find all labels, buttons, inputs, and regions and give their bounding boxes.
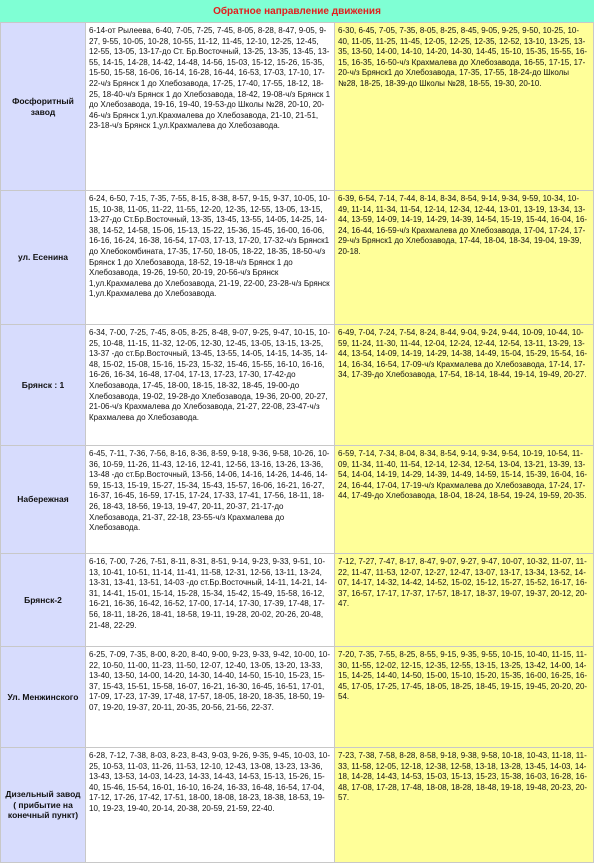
stop-name: Брянск-2: [1, 554, 86, 647]
weekday-times: 6-24, 6-50, 7-15, 7-35, 7-55, 8-15, 8-38, 8-57, 9-15, 9-37, 10-05, 10-15, 10-38, 11-05, 11-22, 11-55, 12-20, 12-35, 12-55, 13-05, 13-15, 13-27-до Ст.Бр.Восточный, 13-35, 13-45, 13-55, 14-05, 14-25, 14-38, 14-52, 14-58, 15-06, 15-13, 15-22, 15-36, 15-45, 16-00, 16-06, 16-16, 16-24, 16-38, 16-54, 17-03, 17-13, 17-20, 17-32-ч/з Брянск1 до Хлебокомбината, 17-35, 17-50, 18-05, 18-22, 18-35, 18-50-ч/з Брянск 1 до Хлебозавода, 18-52, 19-18-ч/з Брянск 1 до Хлебозавода, 19-26, 19-50, 20-19, 20-56-ч/з Брянск 1,ул.Крахмалева до Хлебозавода, 21-19, 22-00, 23-28-ч/з Брянск 1,ул.Крахмалева до Хлебозавода.: [86, 191, 335, 325]
weekday-times: 6-28, 7-12, 7-38, 8-03, 8-23, 8-43, 9-03, 9-26, 9-35, 9-45, 10-03, 10-25, 10-53, 11-03, 11-26, 11-53, 12-10, 12-43, 13-08, 13-23, 13-36, 13-43, 13-53, 14-03, 14-23, 14-33, 14-43, 14-53, 15-13, 15-26, 15-40, 15-46, 15-54, 16-01, 16-10, 16-24, 16-33, 16-48, 16-54, 17-04, 17-12, 17-26, 17-42, 17-51, 18-00, 18-08, 18-23, 18-38, 18-53, 19-10, 19-23, 19-40, 20-14, 20-38, 20-59, 21-59, 22-40.: [86, 748, 335, 863]
weekend-times: 7-23, 7-38, 7-58, 8-28, 8-58, 9-18, 9-38, 9-58, 10-18, 10-43, 11-18, 11-33, 11-58, 12-05, 12-18, 12-38, 12-58, 13-18, 13-28, 13-45, 14-03, 14-18, 14-28, 14-43, 14-53, 15-03, 15-13, 15-23, 15-38, 16-03, 16-28, 16-48, 17-08, 17-28, 17-48, 18-08, 18-28, 18-48, 19-18, 19-48, 20-23, 20-57.: [335, 748, 594, 863]
weekday-times: 6-45, 7-11, 7-36, 7-56, 8-16, 8-36, 8-59, 9-18, 9-36, 9-58, 10-26, 10-36, 10-59, 11-26, 11-43, 12-16, 12-41, 12-56, 13-16, 13-26, 13-36, 13-48 -до ст.Бр.Восточный, 13-56, 14-06, 14-16, 14-26, 14-46, 14-59, 15-13, 15-19, 15-27, 15-34, 15-43, 15-57, 16-06, 16-21, 16-27, 16-37, 16-45, 16-59, 17-15, 17-24, 17-33, 17-41, 17-56, 18-11, 18-26, 18-43, 18-56, 19-13, 19-47, 20-11, 20-37, 21-17-до Хлебозавода, 21-37, 22-18, 23-55-ч/з Крахмалева до Хлебозавода.: [86, 446, 335, 554]
schedule-table: [0, 22, 594, 863]
schedule-body: [1, 23, 594, 863]
schedule-row: [1, 23, 594, 191]
schedule-row: [1, 748, 594, 863]
schedule-row: [1, 325, 594, 446]
schedule-row: [1, 446, 594, 554]
stop-name: Набережная: [1, 446, 86, 554]
weekend-times: 6-59, 7-14, 7-34, 8-04, 8-34, 8-54, 9-14, 9-34, 9-54, 10-19, 10-54, 11-09, 11-34, 11-40, 11-54, 12-14, 12-34, 12-54, 13-04, 13-21, 13-39, 13-54, 14-04, 14-19, 14-29, 14-39, 14-49, 14-59, 15-14, 15-39, 16-04, 16-24, 16-44, 17-04, 17-19-ч/з Крахмалева до Хлебозавода, 17-24, 17-44, 17-49-до Хлебозавода, 18-04, 18-24, 18-54, 19-24, 19-59, 20-35.: [335, 446, 594, 554]
schedule-row: [1, 647, 594, 748]
weekday-times: 6-14-от Рылеева, 6-40, 7-05, 7-25, 7-45, 8-05, 8-28, 8-47, 9-05, 9-27, 9-55, 10-05, 10-28, 10-55, 11-12, 11-45, 12-10, 12-25, 12-45, 12-55, 13-05, 13-17-до Ст. Бр.Восточный, 13-25, 13-35, 13-45, 13-55, 14-15, 14-28, 14-42, 14-48, 14-56, 15-03, 15-12, 15-26, 15-35, 15-50, 15-58, 16-06, 16-14, 16-28, 16-44, 16-53, 17-03, 17-10, 17-22-ч/з Брянск 1 до Хлебозавода, 17-25, 17-40, 17-55, 18-12, 18-25, 18-40-ч/з Брянск 1 до Хлебозавода, 18-42, 19-08-ч/з Брянск 1 до Хлебозавода, 19-16, 19-40, 19-53-до Школы №28, 20-10, 20-46-ч/з Брянск 1,ул.Крахмалева до Хлебозавода, 21-10, 21-51, 23-18-ч/з Брянск 1,ул.Крахмалева до Хлебозавода.: [86, 23, 335, 191]
stop-name: ул. Есенина: [1, 191, 86, 325]
weekend-times: 6-39, 6-54, 7-14, 7-44, 8-14, 8-34, 8-54, 9-14, 9-34, 9-59, 10-34, 10-49, 11-14, 11-34, 11-54, 12-14, 12-34, 12-44, 13-01, 13-19, 13-34, 13-44, 13-59, 14-09, 14-19, 14-29, 14-39, 14-54, 15-19, 15-44, 16-04, 16-24, 16-44, 16-59-ч/з Крахмалева до Хлебозавода, 17-04, 17-24, 17-29-ч/з Брянск1 до Хлебозавода, 17-44, 18-04, 18-34, 19-04, 19-39, 20-18.: [335, 191, 594, 325]
weekend-times: 7-20, 7-35, 7-55, 8-25, 8-55, 9-15, 9-35, 9-55, 10-15, 10-40, 11-15, 11-30, 11-55, 12-02, 12-15, 12-35, 12-55, 13-15, 13-25, 13-42, 14-00, 14-15, 14-25, 14-40, 14-50, 15-00, 15-10, 15-20, 15-35, 16-00, 16-25, 16-45, 17-05, 17-25, 17-45, 18-05, 18-25, 18-45, 19-15, 19-45, 20-20, 20-54.: [335, 647, 594, 748]
stop-name: Дизельный завод ( прибытие на конечный пункт): [1, 748, 86, 863]
weekday-times: 6-34, 7-00, 7-25, 7-45, 8-05, 8-25, 8-48, 9-07, 9-25, 9-47, 10-15, 10-25, 10-48, 11-15, 11-32, 12-05, 12-30, 12-45, 13-05, 13-15, 13-25, 13-37 -до ст.Бр.Восточный, 13-45, 13-55, 14-05, 14-15, 14-35, 14-48, 15-02, 15-08, 15-16, 15-23, 15-32, 15-46, 15-55, 16-10, 16-16, 16-26, 16-34, 16-48, 17-04, 17-13, 17-23, 17-30, 17-42-до Хлебозавода, 17-45, 18-00, 18-15, 18-32, 18-45, 19-00-до Хлебозавода, 19-02, 19-28-до Хлебозавода, 19-36, 20-00, 20-27, 21-06-ч/з Крахмалева до Хлебозавода, 21-27, 22-08, 23-47-ч/з Крахмалева до Хлебозавода.: [86, 325, 335, 446]
stop-name: Ул. Менжинского: [1, 647, 86, 748]
weekday-times: 6-25, 7-09, 7-35, 8-00, 8-20, 8-40, 9-00, 9-23, 9-33, 9-42, 10-00, 10-22, 10-50, 11-00, 11-23, 11-50, 12-07, 12-40, 13-05, 13-20, 13-33, 13-40, 13-50, 14-00, 14-20, 14-30, 14-40, 14-50, 15-10, 15-23, 15-37, 15-43, 15-51, 15-58, 16-07, 16-21, 16-30, 16-45, 16-51, 17-01, 17-09, 17-23, 17-39, 17-48, 17-57, 18-05, 18-20, 18-35, 18-50, 19-07, 19-20, 19-37, 20-11, 20-35, 20-56, 21-56, 22-37.: [86, 647, 335, 748]
weekend-times: 7-12, 7-27, 7-47, 8-17, 8-47, 9-07, 9-27, 9-47, 10-07, 10-32, 11-07, 11-22, 11-47, 11-53, 12-07, 12-27, 12-47, 13-07, 13-17, 13-34, 13-52, 14-07, 14-17, 14-32, 14-42, 14-52, 15-02, 15-12, 15-27, 15-52, 16-17, 16-37, 16-57, 17-17, 17-37, 17-57, 18-17, 18-37, 19-07, 19-37, 20-12, 20-47.: [335, 554, 594, 647]
weekday-times: 6-16, 7-00, 7-26, 7-51, 8-11, 8-31, 8-51, 9-14, 9-23, 9-33, 9-51, 10-13, 10-41, 10-51, 11-14, 11-41, 11-58, 12-31, 12-56, 13-11, 13-24, 13-31, 13-41, 13-51, 14-03 -до ст.Бр.Восточный, 14-11, 14-21, 14-31, 14-41, 15-01, 15-14, 15-28, 15-34, 15-42, 15-49, 15-58, 16-12, 16-21, 16-36, 16-42, 16-52, 17-00, 17-14, 17-30, 17-39, 17-48, 17-56, 18-11, 18-26, 18-41, 18-58, 19-11, 19-28, 20-02, 20-26, 20-48, 21-48, 22-29.: [86, 554, 335, 647]
weekend-times: 6-30, 6-45, 7-05, 7-35, 8-05, 8-25, 8-45, 9-05, 9-25, 9-50, 10-25, 10-40, 11-05, 11-25, 11-45, 12-05, 12-25, 12-35, 12-52, 13-10, 13-25, 13-35, 13-50, 14-00, 14-10, 14-20, 14-30, 14-45, 15-10, 15-35, 15-55, 16-15, 16-35, 16-50-ч/з Крахмалева до Хлебозавода, 16-55, 17-15, 17-20-ч/з Брянск1 до Хлебозавода, 17-35, 17-55, 18-24-до Школы №28, 18-25, 18-39-до Школы №28, 18-55, 19-30, 20-10.: [335, 23, 594, 191]
page-title: Обратное направление движения: [0, 0, 594, 22]
schedule-row: [1, 554, 594, 647]
stop-name: Брянск : 1: [1, 325, 86, 446]
stop-name: Фосфоритный завод: [1, 23, 86, 191]
schedule-row: [1, 191, 594, 325]
weekend-times: 6-49, 7-04, 7-24, 7-54, 8-24, 8-44, 9-04, 9-24, 9-44, 10-09, 10-44, 10-59, 11-24, 11-30, 11-44, 12-04, 12-24, 12-44, 12-54, 13-11, 13-29, 13-44, 13-54, 14-09, 14-19, 14-29, 14-38, 14-49, 15-04, 15-29, 15-54, 16-14, 16-34, 16-54, 17-09-ч/з Крахмалева до Хлебозавода, 17-14, 17-34, 17-39-до Хлебозавода, 17-54, 18-14, 18-44, 19-14, 19-49, 20-27.: [335, 325, 594, 446]
